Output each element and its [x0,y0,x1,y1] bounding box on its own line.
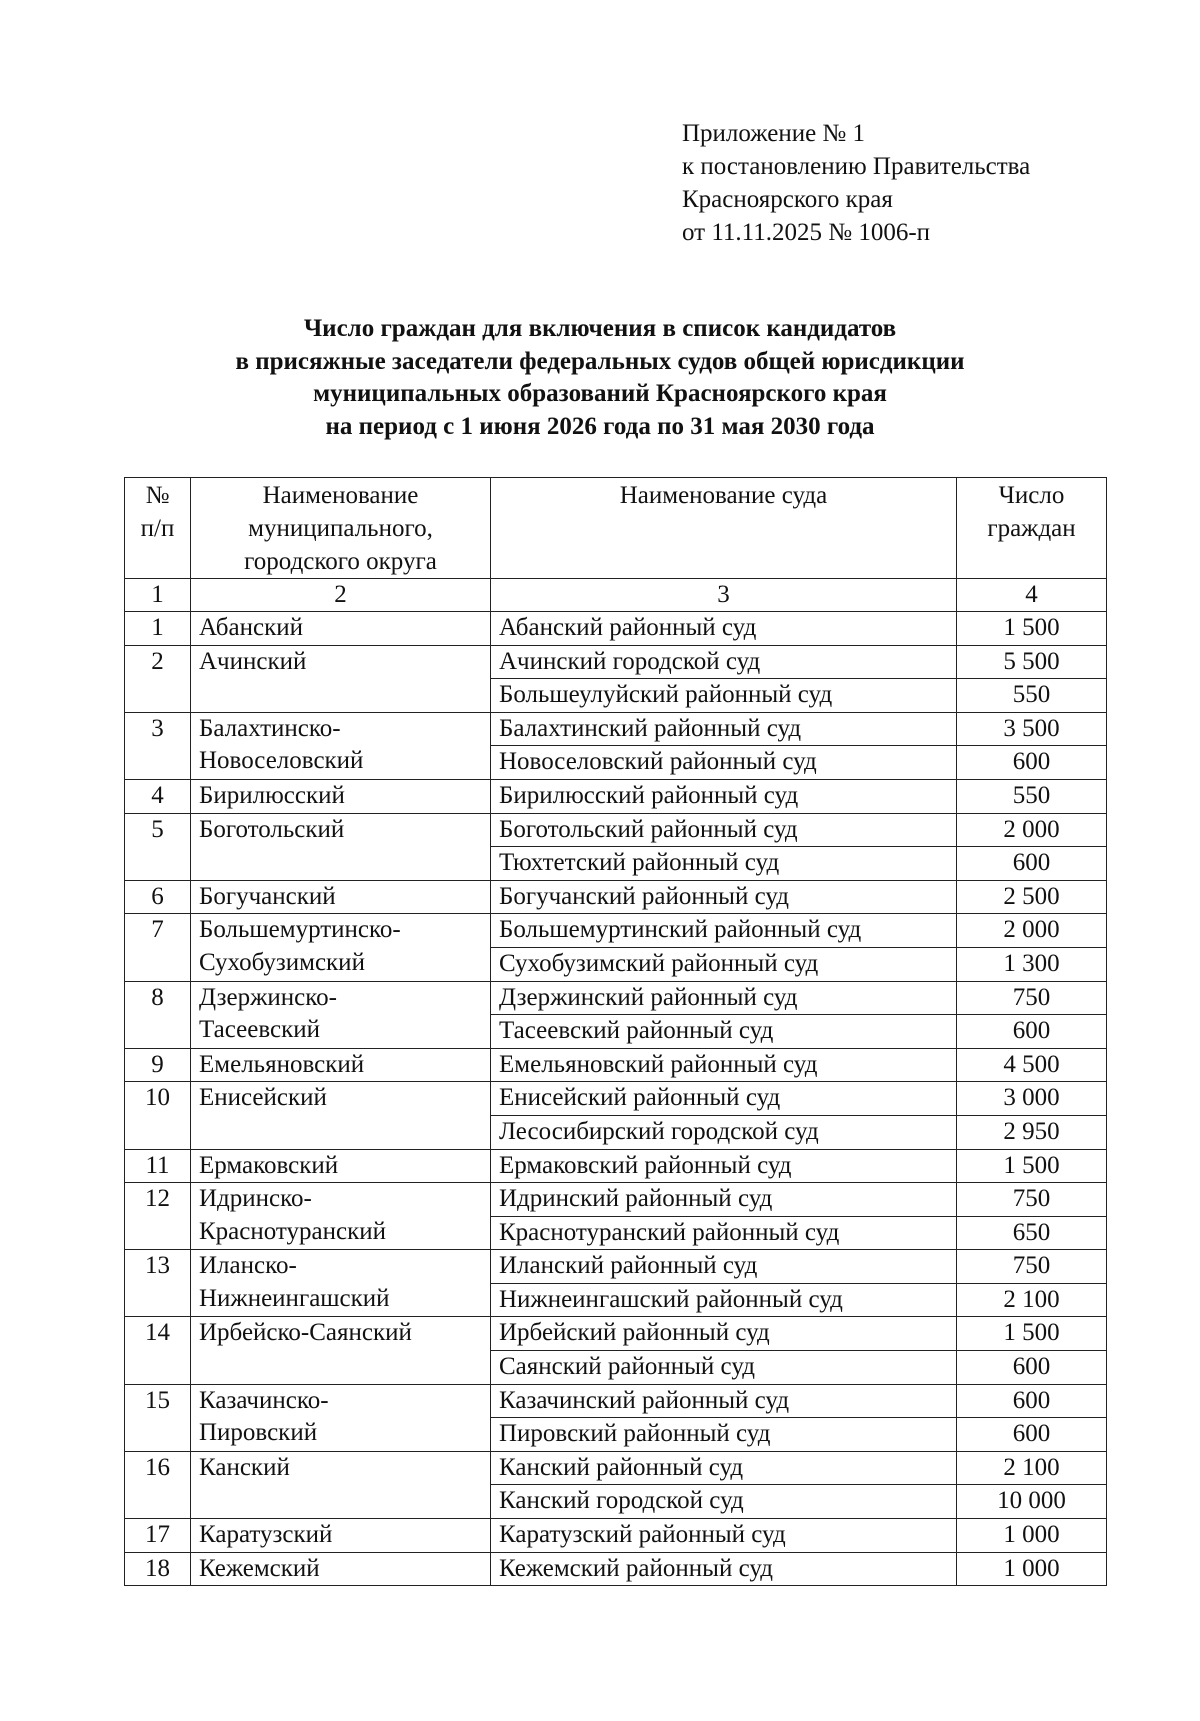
court-name: Канский городской суд [491,1485,957,1519]
column-number: 2 [191,579,491,612]
citizen-count: 750 [957,1250,1107,1284]
municipality-name-line: Нижнеингашский [199,1284,390,1312]
municipality-name-line: Пировский [199,1419,318,1447]
municipality-name-line: Краснотуранский [199,1217,386,1245]
court-name: Боготольский районный суд [491,813,957,847]
municipality-cell [191,1451,491,1518]
court-name: Казачинский районный суд [491,1384,957,1418]
header-court-label: Наименование суда [619,482,828,509]
citizen-count: 1 500 [957,1317,1107,1351]
municipality-name-line: Боготольский [199,815,345,843]
row-number: 2 [125,645,191,712]
title-line-3: муниципальных образований Красноярского края [313,380,887,407]
table-row [125,712,1107,746]
municipality-cell [191,1552,491,1586]
municipality-cell [191,1048,491,1082]
table-header-row [125,478,1107,579]
court-name: Бирилюсский районный суд [491,779,957,813]
court-name: Дзержинский районный суд [491,981,957,1015]
court-name: Кежемский районный суд [491,1552,957,1586]
row-number: 5 [125,813,191,880]
municipality-name-line: Идринско- [199,1185,312,1213]
court-name: Иланский районный суд [491,1250,957,1284]
municipality-cell [191,981,491,1048]
row-number: 11 [125,1149,191,1183]
municipality-cell [191,1519,491,1553]
citizen-count: 2 950 [957,1115,1107,1149]
municipality-name-line: Каратузский [199,1521,333,1549]
municipality-cell [191,712,491,779]
annex-block [682,117,1030,249]
row-number: 12 [125,1183,191,1250]
column-number: 3 [491,579,957,612]
municipality-name-line: Балахтинско- [199,714,341,742]
municipality-name-line: Новоселовский [199,747,364,775]
header-municipality-line-1: Наименование [262,482,419,509]
municipality-name-line: Тасеевский [199,1016,320,1044]
municipality-cell [191,1183,491,1250]
row-number: 9 [125,1048,191,1082]
municipality-name-line: Енисейский [199,1084,327,1112]
citizen-count: 1 500 [957,1149,1107,1183]
table-row [125,1519,1107,1553]
citizen-count: 550 [957,779,1107,813]
court-name: Краснотуранский районный суд [491,1216,957,1250]
row-number: 15 [125,1384,191,1451]
municipality-cell [191,779,491,813]
header-municipality [191,478,491,579]
annex-line-1: Приложение № 1 [682,120,866,147]
court-name: Балахтинский районный суд [491,712,957,746]
table-row [125,612,1107,646]
header-num-line-2: п/п [140,515,175,542]
court-name: Ачинский городской суд [491,645,957,679]
court-name: Новоселовский районный суд [491,746,957,780]
court-name: Идринский районный суд [491,1183,957,1217]
citizen-count: 10 000 [957,1485,1107,1519]
municipality-cell [191,1082,491,1149]
column-number: 4 [957,579,1107,612]
municipality-name-line: Бирилюсский [199,781,345,809]
court-name: Пировский районный суд [491,1418,957,1452]
court-name: Тасеевский районный суд [491,1015,957,1049]
row-number: 4 [125,779,191,813]
row-number: 18 [125,1552,191,1586]
citizen-count: 1 000 [957,1519,1107,1553]
header-num [125,478,191,579]
municipality-cell [191,612,491,646]
table-row [125,914,1107,948]
header-count [957,478,1107,579]
citizen-count: 2 100 [957,1283,1107,1317]
table-row [125,1250,1107,1284]
court-name: Богучанский районный суд [491,880,957,914]
header-count-line-2: граждан [987,515,1076,542]
municipality-cell [191,880,491,914]
row-number: 13 [125,1250,191,1317]
municipality-name-line: Ачинский [199,647,307,675]
annex-line-4: от 11.11.2025 № 1006-п [682,219,931,246]
municipality-name-line: Кежемский [199,1554,320,1582]
row-number: 1 [125,612,191,646]
table-row [125,880,1107,914]
citizen-count: 2 000 [957,813,1107,847]
municipality-cell [191,1317,491,1384]
court-name: Ирбейский районный суд [491,1317,957,1351]
title-line-2: в присяжные заседатели федеральных судов общей юрисдикции [235,347,965,375]
citizen-count: 3 500 [957,712,1107,746]
citizen-count: 600 [957,1418,1107,1452]
table-row [125,645,1107,679]
court-name: Каратузский районный суд [491,1519,957,1553]
citizen-count: 600 [957,847,1107,881]
row-number: 17 [125,1519,191,1553]
municipality-name-line: Сухобузимский [199,948,365,976]
citizen-count: 750 [957,1183,1107,1217]
municipality-name-line: Емельяновский [199,1050,365,1078]
citizen-count: 3 000 [957,1082,1107,1116]
citizen-count: 5 500 [957,645,1107,679]
title-line-1: Число граждан для включения в список кандидатов [303,315,897,342]
header-num-line-1: № [145,482,170,509]
citizen-count: 600 [957,746,1107,780]
citizen-count: 750 [957,981,1107,1015]
citizen-count: 550 [957,679,1107,713]
column-number-row [125,579,1107,612]
citizen-count: 650 [957,1216,1107,1250]
annex-line-2: к постановлению Правительства [682,153,1031,180]
municipality-name-line: Богучанский [199,882,336,910]
row-number: 6 [125,880,191,914]
table-row [125,981,1107,1015]
court-name: Лесосибирский городской суд [491,1115,957,1149]
table-row [125,1082,1107,1116]
table-row [125,1183,1107,1217]
municipality-name-line: Ермаковский [199,1151,339,1179]
table-body [125,612,1107,1586]
court-name: Ермаковский районный суд [491,1149,957,1183]
table-row [125,813,1107,847]
court-name: Большемуртинский районный суд [491,914,957,948]
table-row [125,1149,1107,1183]
table-row [125,1317,1107,1351]
municipality-name-line: Дзержинско- [199,983,337,1011]
table-row [125,779,1107,813]
court-name: Саянский районный суд [491,1351,957,1385]
annex-line-3: Красноярского края [682,186,893,213]
municipality-cell [191,1250,491,1317]
row-number: 14 [125,1317,191,1384]
column-number: 1 [125,579,191,612]
row-number: 8 [125,981,191,1048]
municipality-cell [191,1384,491,1451]
citizen-count: 1 300 [957,947,1107,981]
header-municipality-line-2: муниципального, [248,515,433,542]
table-row [125,1384,1107,1418]
citizen-count: 1 500 [957,612,1107,646]
court-name: Енисейский районный суд [491,1082,957,1116]
jurors-table [124,477,1107,1586]
municipality-name-line: Большемуртинско- [199,916,401,944]
citizen-count: 2 100 [957,1451,1107,1485]
row-number: 3 [125,712,191,779]
citizen-count: 600 [957,1351,1107,1385]
title-line-4: на период с 1 июня 2026 года по 31 мая 2030 года [325,412,875,440]
row-number: 16 [125,1451,191,1518]
court-name: Большеулуйский районный суд [491,679,957,713]
citizen-count: 600 [957,1015,1107,1049]
citizen-count: 2 500 [957,880,1107,914]
municipality-name-line: Ирбейско-Саянский [199,1319,412,1347]
municipality-cell [191,813,491,880]
citizen-count: 2 000 [957,914,1107,948]
municipality-name-line: Абанский [199,614,303,641]
table-row [125,1552,1107,1586]
court-name: Канский районный суд [491,1451,957,1485]
court-name: Абанский районный суд [491,612,957,646]
court-name: Сухобузимский районный суд [491,947,957,981]
municipality-cell [191,914,491,981]
citizen-count: 600 [957,1384,1107,1418]
header-municipality-line-3: городского округа [244,548,437,575]
header-count-line-1: Число [998,482,1065,509]
court-name: Емельяновский районный суд [491,1048,957,1082]
municipality-name-line: Иланско- [199,1252,297,1280]
municipality-cell [191,645,491,712]
municipality-name-line: Канский [199,1453,290,1481]
header-court [491,478,957,579]
citizen-count: 1 000 [957,1552,1107,1586]
row-number: 7 [125,914,191,981]
court-name: Тюхтетский районный суд [491,847,957,881]
municipality-name-line: Казачинско- [199,1386,329,1414]
table-row [125,1451,1107,1485]
document-title [60,313,1140,443]
row-number: 10 [125,1082,191,1149]
municipality-cell [191,1149,491,1183]
court-name: Нижнеингашский районный суд [491,1283,957,1317]
citizen-count: 4 500 [957,1048,1107,1082]
table-row [125,1048,1107,1082]
